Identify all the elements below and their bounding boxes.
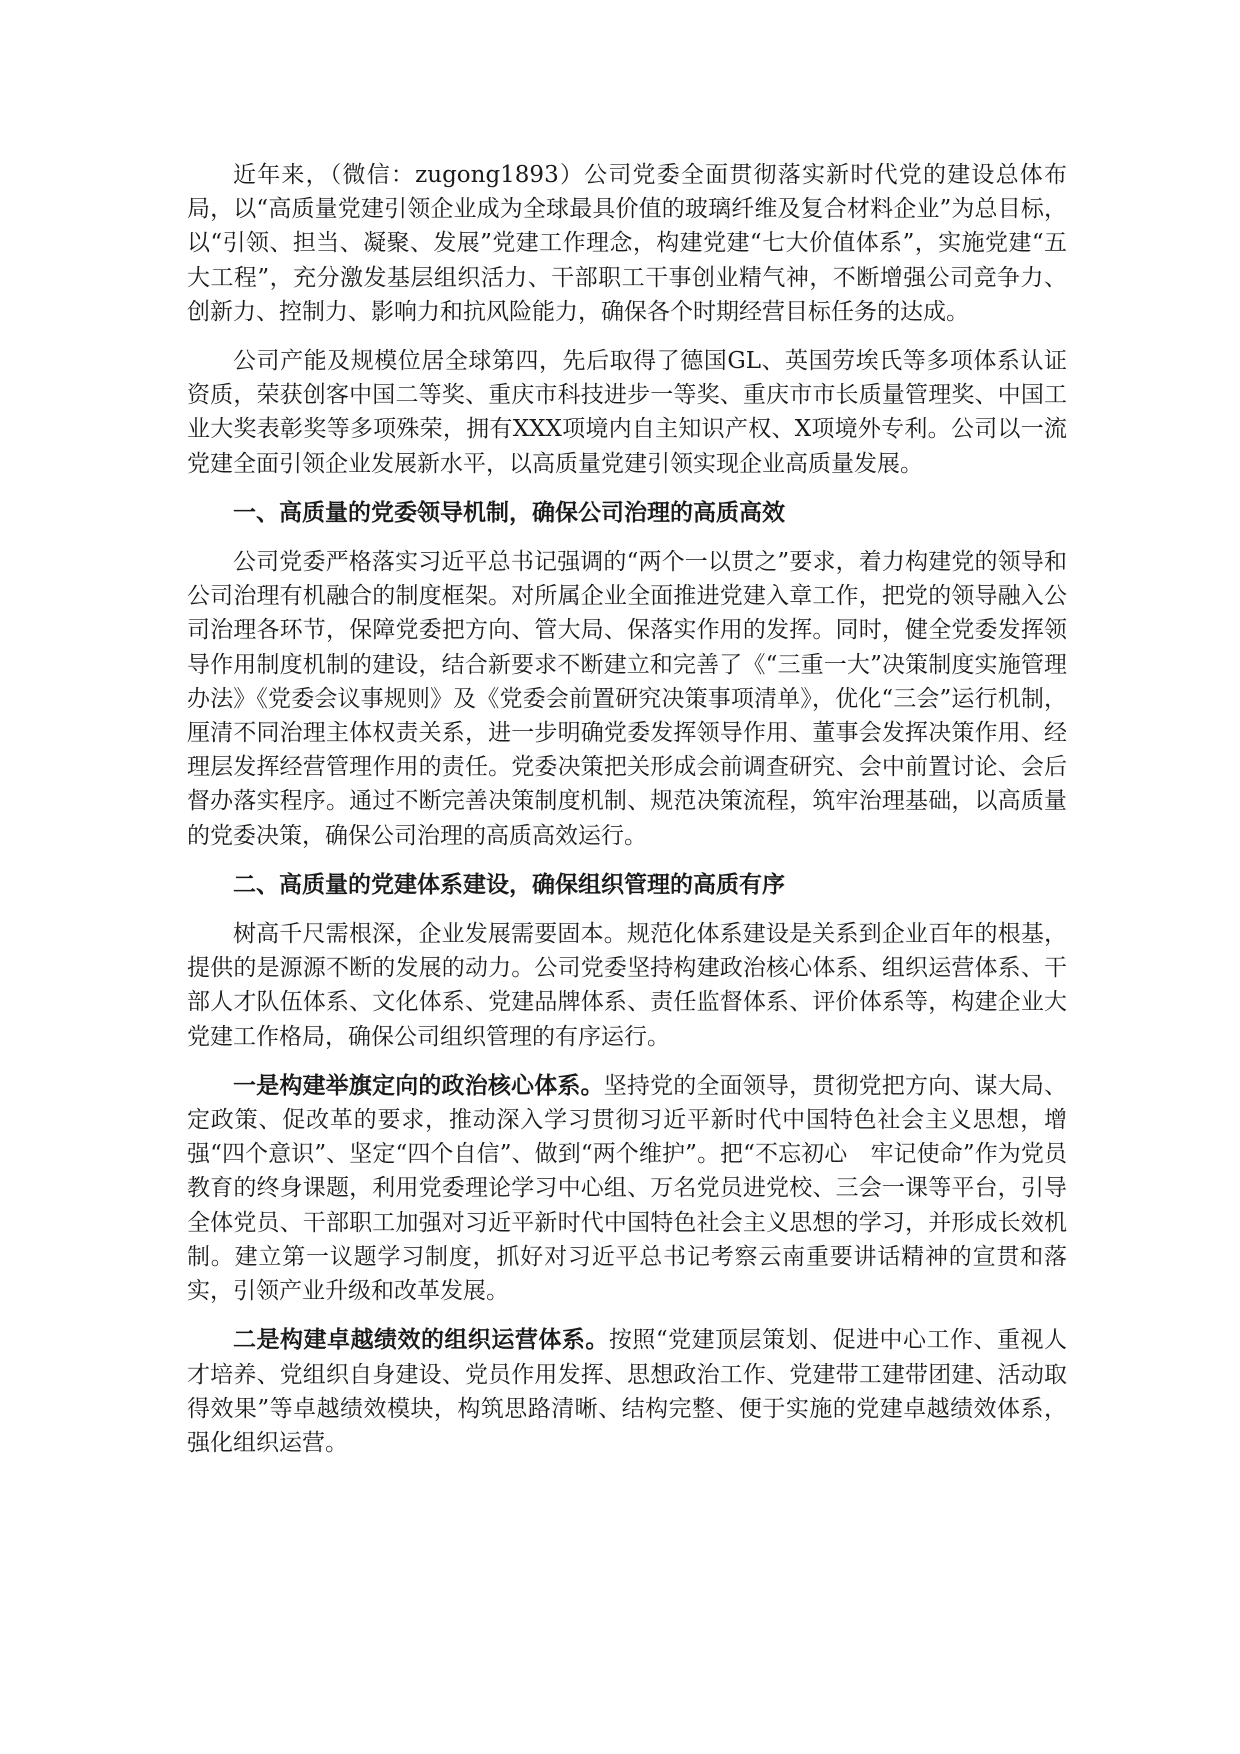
point-1-lead: 一是构建举旗定向的政治核心体系。 bbox=[233, 1071, 604, 1099]
section-heading-1: 一、高质量的党委领导机制，确保公司治理的高质高效 bbox=[233, 498, 785, 526]
section-2-paragraph: 树高千尺需根深，企业发展需要固本。规范化体系建设是关系到企业百年的根基，提供的是源源不断的发展的动力。公司党委坚持构建政治核心体系、组织运营体系、干部人才队伍体系、文化体系、党建品牌体系、责任监督体系、评价体系等，构建企业大党建工作格局，确保公司组织管理的有序运行。 bbox=[187, 921, 1067, 1050]
point-1-paragraph bbox=[187, 1069, 1067, 1308]
section-1-paragraph: 公司党委严格落实习近平总书记强调的“两个一以贯之”要求，着力构建党的领导和公司治理有机融合的制度框架。对所属企业全面推进党建入章工作，把党的领导融入公司治理各环节，保障党委把方向、管大局、保落实作用的发挥。同时，健全党委发挥领导作用制度机制的建设，结合新要求不断建立和完善了《“三重一大”决策制度实施管理办法》《党委会议事规则》及《党委会前置研究决策事项清单》，优化“三会”运行机制，厘清不同治理主体权责关系，进一步明确党委发挥领导作用、董事会发挥决策作用、经理层发挥经营管理作用的责任。党委决策把关形成会前调查研究、会中前置讨论、会后督办落实程序。通过不断完善决策制度机制、规范决策流程，筑牢治理基础，以高质量的党委决策，确保公司治理的高质高效运行。 bbox=[187, 549, 1067, 849]
point-2-paragraph bbox=[187, 1323, 1067, 1460]
point-1-body: 坚持党的全面领导，贯彻党把方向、谋大局、定政策、促改革的要求，推动深入学习贯彻习近平新时代中国特色社会主义思想，增强“四个意识”、坚定“四个自信”、做到“两个维护”。把“不忘初心 牢记使命”作为党员教育的终身课题，利用党委理论学习中心组、万名党员进党校、三会一课等平台，引导全体党员、干部职工加强对习近平新时代中国特色社会主义思想的学习，并形成长效机制。建立第一议题学习制度，抓好对习近平总书记考察云南重要讲话精神的宣贯和落实，引领产业升级和改革发展。 bbox=[187, 1072, 1068, 1305]
point-2-body: 按照“党建顶层策划、促进中心工作、重视人才培养、党组织自身建设、党员作用发挥、思想政治工作、党建带工建带团建、活动取得效果”等卓越绩效模块，构筑思路清晰、结构完整、便于实施的党建卓越绩效体系，强化组织运营。 bbox=[187, 1327, 1068, 1456]
section-heading-2: 二、高质量的党建体系建设，确保组织管理的高质有序 bbox=[233, 870, 785, 898]
point-2-lead: 二是构建卓越绩效的组织运营体系。 bbox=[233, 1326, 609, 1354]
intro-paragraph: 近年来，（微信：zugong1893）公司党委全面贯彻落实新时代党的建设总体布局，以“高质量党建引领企业成为全球最具价值的玻璃纤维及复合材料企业”为总目标，以“引领、担当、凝聚、发展”党建工作理念，构建党建“七大价值体系”，实施党建“五大工程”，充分激发基层组织活力、干部职工干事创业精气神，不断增强公司竞争力、创新力、控制力、影响力和抗风险能力，确保各个时期经营目标任务的达成。 bbox=[187, 162, 1067, 325]
document-page bbox=[187, 158, 1067, 1475]
company-profile-paragraph: 公司产能及规模位居全球第四，先后取得了德国GL、英国劳埃氏等多项体系认证资质，荣获创客中国二等奖、重庆市科技进步一等奖、重庆市市长质量管理奖、中国工业大奖表彰奖等多项殊荣，拥有XXX项境内自主知识产权、X项境外专利。公司以一流党建全面引领企业发展新水平，以高质量党建引领实现企业高质量发展。 bbox=[187, 348, 1067, 477]
